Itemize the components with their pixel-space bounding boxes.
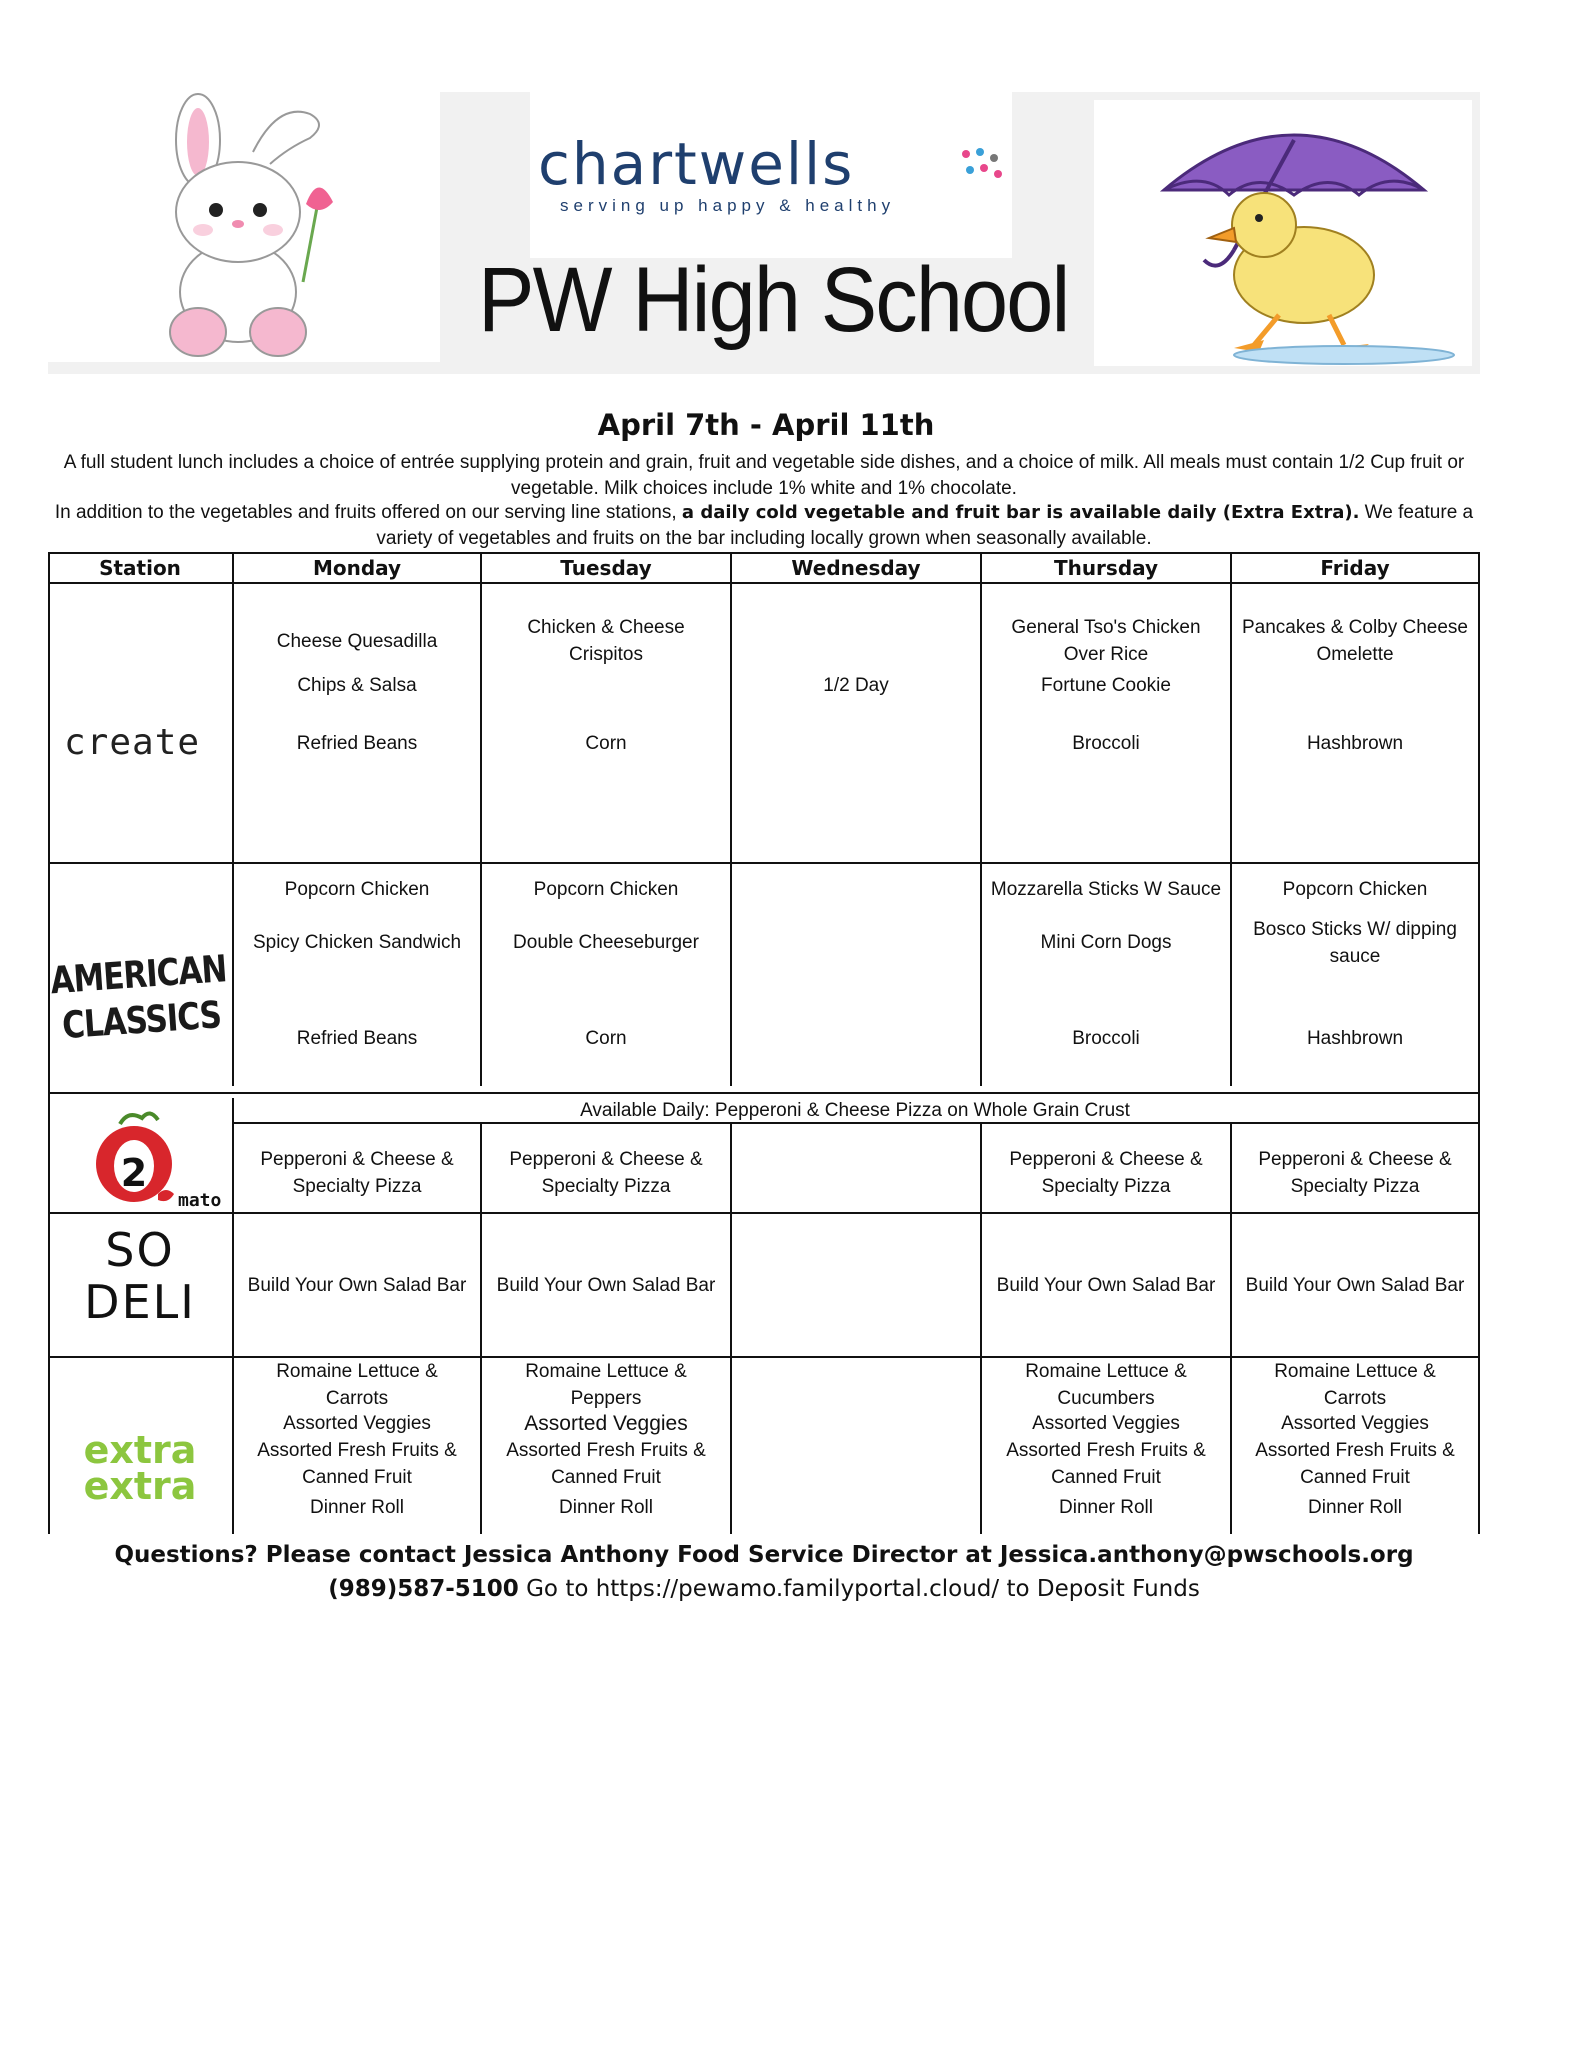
menu-item: Carrots [325, 1388, 389, 1409]
menu-item: Canned Fruit [1051, 1467, 1161, 1488]
menu-item: Spicy Chicken Sandwich [252, 932, 462, 953]
menu-item: Specialty Pizza [541, 1176, 671, 1197]
menu-item: Assorted Fresh Fruits & [506, 1440, 706, 1461]
available-daily-pizza-note: Available Daily: Pepperoni & Cheese Pizza on Whole Grain Crust [580, 1100, 1130, 1121]
date-range-heading: April 7th - April 11th [597, 408, 935, 442]
fruit-bar-text-bold: a daily cold vegetable and fruit bar is available daily (Extra Extra). [681, 502, 1360, 523]
menu-item: Carrots [1323, 1388, 1387, 1409]
contact-text: Questions? Please contact Jessica Anthony Food Service Director at Jessica.anthony@pwschools.org (989)587-5100 [114, 1542, 1414, 1602]
menu-item: Refried Beans [296, 733, 418, 754]
menu-item: Canned Fruit [302, 1467, 412, 1488]
table-border [1478, 552, 1480, 1534]
menu-item: Dinner Roll [559, 1497, 653, 1518]
header-thursday: Thursday [1053, 556, 1159, 580]
contact-footer [48, 1538, 1480, 1606]
menu-item: Peppers [570, 1388, 642, 1409]
extra-extra-logo [50, 1428, 230, 1508]
logo-word: chartwells [538, 130, 855, 198]
menu-item: Assorted Veggies [524, 1412, 688, 1435]
menu-item: General Tso's Chicken [1011, 617, 1201, 638]
2mato-logo [50, 1104, 230, 1212]
bunny-illustration [48, 92, 440, 362]
menu-item: 1/2 Day [823, 675, 889, 696]
menu-item: Corn [585, 733, 627, 754]
2mato-number: 2 [120, 1151, 148, 1195]
menu-item: Build Your Own Salad Bar [1245, 1275, 1465, 1296]
create-friday [1232, 584, 1478, 862]
menu-item: Broccoli [1072, 733, 1140, 754]
menu-item: Assorted Veggies [1281, 1413, 1429, 1434]
menu-item: Hashbrown [1306, 733, 1404, 754]
menu-item: Bosco Sticks W/ dipping [1253, 919, 1457, 940]
create-tuesday [482, 584, 730, 862]
menu-item: Pepperoni & Cheese & [260, 1149, 454, 1170]
header-station: Station [99, 556, 181, 580]
so-deli-logo [50, 1224, 230, 1328]
menu-item: Omelette [1316, 644, 1394, 665]
logo-dots-icon [958, 144, 1018, 184]
header-tuesday: Tuesday [560, 556, 652, 580]
pizza-monday [234, 1124, 480, 1212]
menu-item: Specialty Pizza [1290, 1176, 1420, 1197]
menu-item: Crispitos [569, 644, 643, 665]
menu-item: Mini Corn Dogs [1040, 932, 1172, 953]
menu-item: Pepperoni & Cheese & [1258, 1149, 1452, 1170]
menu-item: Assorted Fresh Fruits & [257, 1440, 457, 1461]
menu-item: Romaine Lettuce & [1025, 1361, 1187, 1382]
logo-tagline: serving up happy & healthy [560, 196, 896, 215]
menu-item: Assorted Veggies [283, 1413, 431, 1434]
menu-item: Popcorn Chicken [1282, 879, 1428, 900]
menu-table [48, 552, 1480, 1534]
menu-item: Fortune Cookie [1041, 675, 1171, 696]
extra-thursday [982, 1358, 1230, 1534]
sodeli-line2: DELI [84, 1275, 196, 1329]
american-tuesday [482, 864, 730, 1092]
create-station-logo: create [64, 722, 201, 763]
menu-item: Assorted Fresh Fruits & [1255, 1440, 1455, 1461]
menu-item: Chips & Salsa [297, 675, 417, 696]
create-thursday [982, 584, 1230, 862]
header-banner [48, 92, 1480, 374]
menu-item: Chicken & Cheese [527, 617, 685, 638]
menu-item: Hashbrown [1306, 1028, 1404, 1049]
menu-item: Cheese Quesadilla [276, 631, 438, 652]
table-border [48, 1092, 1480, 1094]
menu-item: Canned Fruit [551, 1467, 661, 1488]
menu-item: Romaine Lettuce & [276, 1361, 438, 1382]
menu-item: Corn [585, 1028, 627, 1049]
header-friday: Friday [1320, 556, 1390, 580]
fruit-bar-text [48, 500, 1480, 550]
fruit-bar-text-start: In addition to the vegetables and fruits offered on our serving line stations, [54, 502, 682, 523]
sodeli-line1: SO [105, 1223, 175, 1277]
menu-item: Dinner Roll [310, 1497, 404, 1518]
deli-monday [234, 1214, 480, 1356]
menu-item: sauce [1329, 946, 1381, 967]
menu-item: Over Rice [1063, 644, 1149, 665]
deli-friday [1232, 1214, 1478, 1356]
extra-line1: extra [83, 1428, 197, 1472]
2mato-word: mato [178, 1190, 222, 1211]
deli-thursday [982, 1214, 1230, 1356]
menu-item: Specialty Pizza [1041, 1176, 1171, 1197]
deposit-funds-text: Go to https://pewamo.familyportal.cloud/ to Deposit Funds [518, 1576, 1200, 1602]
american-thursday [982, 864, 1230, 1092]
table-border [730, 1124, 732, 1534]
american-friday [1232, 864, 1478, 1092]
menu-item: Build Your Own Salad Bar [496, 1275, 716, 1296]
menu-item: Cucumbers [1057, 1388, 1155, 1409]
extra-friday [1232, 1358, 1478, 1534]
menu-item: Mozzarella Sticks W Sauce [990, 879, 1222, 900]
header-monday: Monday [312, 556, 402, 580]
menu-item: Romaine Lettuce & [525, 1361, 687, 1382]
create-wednesday [732, 584, 980, 862]
american-monday [234, 864, 480, 1092]
menu-item: Pepperoni & Cheese & [509, 1149, 703, 1170]
duck-with-umbrella-illustration [1094, 100, 1472, 366]
american-line1: AMERICAN [49, 947, 228, 1003]
american-classics-logo [47, 946, 233, 1050]
menu-item: Build Your Own Salad Bar [996, 1275, 1216, 1296]
menu-item: Assorted Veggies [1032, 1413, 1180, 1434]
menu-item: Pepperoni & Cheese & [1009, 1149, 1203, 1170]
fruit-bar-text-end: We feature a variety of vegetables and fruits on the bar including locally grown when seasonally available. [376, 502, 1474, 549]
lunch-requirements-text: A full student lunch includes a choice of entrée supplying protein and grain, fruit and vegetable side dishes, and a choice of milk. All meals must contain 1/2 Cup fruit or vegetable. Milk choices include 1% white and 1% chocolate. [63, 452, 1465, 499]
menu-item: Popcorn Chicken [284, 879, 430, 900]
school-title: PW High School [478, 249, 1069, 351]
menu-item: Popcorn Chicken [533, 879, 679, 900]
table-border [48, 552, 50, 1534]
extra-monday [234, 1358, 480, 1534]
menu-item: Canned Fruit [1300, 1467, 1410, 1488]
menu-item: Broccoli [1072, 1028, 1140, 1049]
header-wednesday: Wednesday [791, 556, 921, 580]
menu-item: Dinner Roll [1308, 1497, 1402, 1518]
menu-item: Romaine Lettuce & [1274, 1361, 1436, 1382]
menu-item: Double Cheeseburger [513, 932, 699, 953]
pizza-tuesday [482, 1124, 730, 1212]
pizza-thursday [982, 1124, 1230, 1212]
extra-tuesday [482, 1358, 730, 1534]
menu-item: Assorted Fresh Fruits & [1006, 1440, 1206, 1461]
american-line2: CLASSICS [60, 993, 223, 1048]
menu-item: Refried Beans [296, 1028, 418, 1049]
menu-item: Build Your Own Salad Bar [247, 1275, 467, 1296]
extra-line2: extra [83, 1464, 197, 1508]
menu-item: Dinner Roll [1059, 1497, 1153, 1518]
pizza-friday [1232, 1124, 1478, 1212]
deli-tuesday [482, 1214, 730, 1356]
menu-item: Pancakes & Colby Cheese [1241, 617, 1468, 638]
chartwells-logo [530, 92, 1012, 258]
create-monday [234, 584, 480, 862]
menu-item: Specialty Pizza [292, 1176, 422, 1197]
